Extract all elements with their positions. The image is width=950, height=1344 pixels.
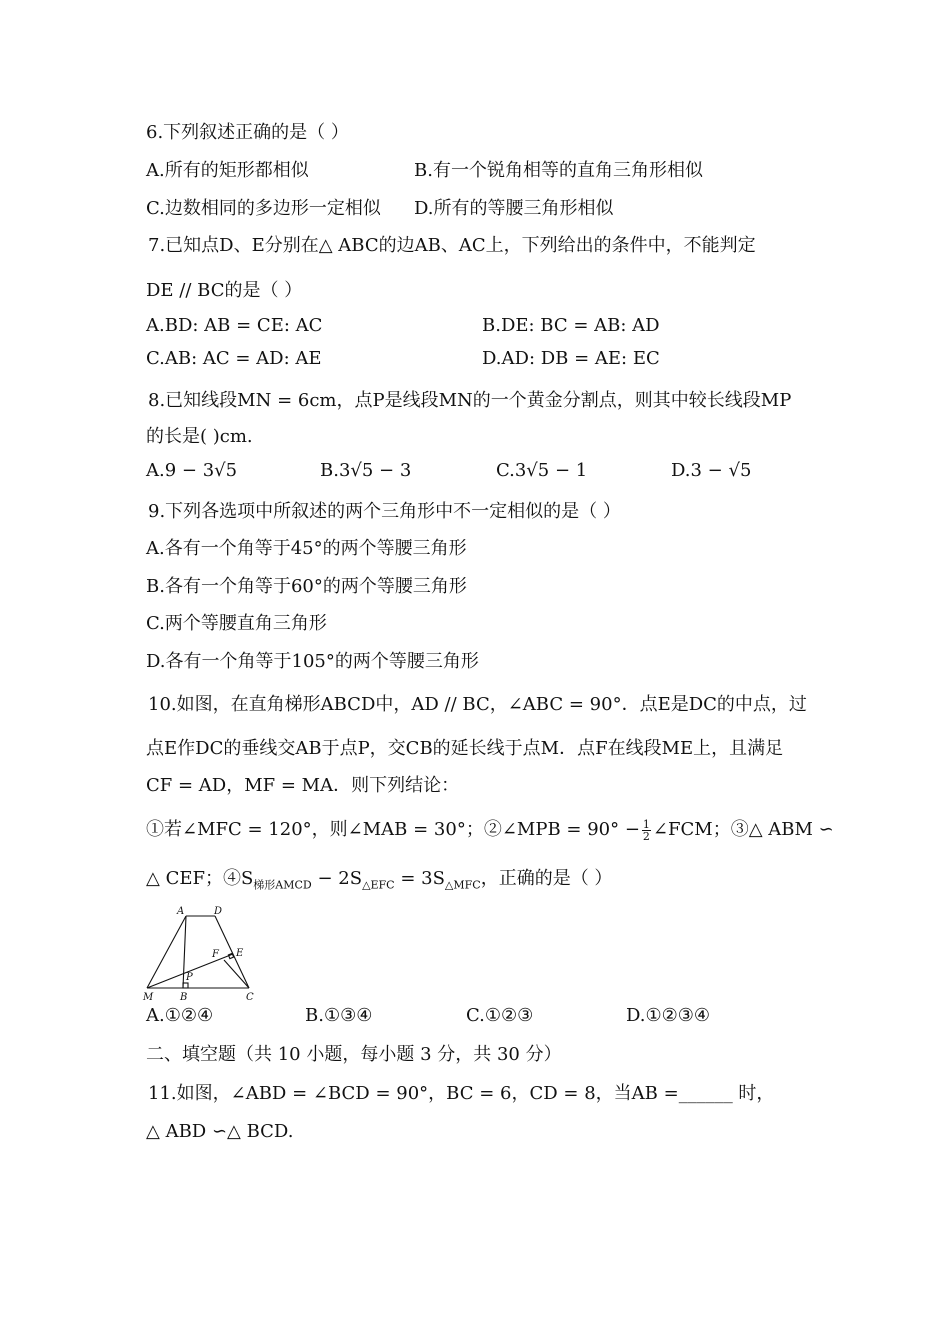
q6-option-b: B.有一个锐角相等的直角三角形相似 xyxy=(414,160,703,181)
label-m: M xyxy=(143,992,154,1003)
trapezoid-figure xyxy=(140,902,265,1004)
q9-stem: 9.下列各选项中所叙述的两个三角形中不一定相似的是（ ） xyxy=(148,501,621,522)
q10-option-a: A.①②④ xyxy=(146,1005,214,1026)
label-c: C xyxy=(246,992,254,1003)
q10-term-3s: = 3S xyxy=(394,868,445,889)
q10-stem-line5 xyxy=(146,867,612,898)
label-p: P xyxy=(186,972,193,983)
q11-stem-line2: △ ABD ∽△ BCD. xyxy=(146,1121,294,1142)
label-b: B xyxy=(180,992,188,1003)
q10-conclusion-2-3: ∠FCM；③△ ABM ∽ xyxy=(652,819,834,840)
segment-dc xyxy=(215,916,249,988)
q8-option-a: A.9 − 3√5 xyxy=(146,460,238,481)
q6-option-c: C.边数相同的多边形一定相似 xyxy=(146,198,381,219)
label-a: A xyxy=(177,906,185,917)
q10-term-2s: − 2S xyxy=(311,868,363,889)
q6-stem: 6.下列叙述正确的是（ ） xyxy=(146,122,349,143)
q10-conclusion-3-end: △ CEF；④S xyxy=(146,868,254,889)
q7-option-d: D.AD: DB = AE: EC xyxy=(482,348,660,369)
q10-option-d: D.①②③④ xyxy=(626,1005,711,1026)
q7-stem-line2: DE // BC的是（ ） xyxy=(146,280,303,301)
fraction-numerator: 1 xyxy=(642,817,650,831)
label-e: E xyxy=(236,948,244,959)
area-subscript-trapezoid: 梯形AMCD xyxy=(253,878,312,892)
section-2-heading: 二、填空题（共 10 小题，每小题 3 分，共 30 分） xyxy=(146,1044,562,1065)
fraction-denominator: 2 xyxy=(642,829,650,843)
q10-stem-line2: 点E作DC的垂线交AB于点P，交CB的延长线于点M．点F在线段ME上，且满足 xyxy=(146,738,784,759)
q10-question-end: ，正确的是（ ） xyxy=(480,868,613,889)
area-subscript-mfc: △MFC xyxy=(444,878,481,892)
q7-stem-line1: 7.已知点D、E分别在△ ABC的边AB、AC上，下列给出的条件中，不能判定 xyxy=(148,235,756,256)
q10-stem-line1: 10.如图，在直角梯形ABCD中，AD // BC，∠ABC = 90°．点E是DC的中点，过 xyxy=(148,694,807,715)
q9-option-a: A.各有一个角等于45°的两个等腰三角形 xyxy=(146,538,467,559)
q9-option-d: D.各有一个角等于105°的两个等腰三角形 xyxy=(146,651,479,672)
q10-stem-line4 xyxy=(146,818,834,842)
segment-ma xyxy=(147,916,186,988)
q8-option-c: C.3√5 − 1 xyxy=(496,460,588,481)
segment-cf xyxy=(224,960,249,988)
area-subscript-efc: △EFC xyxy=(362,878,395,892)
q7-option-a: A.BD: AB = CE: AC xyxy=(146,315,323,336)
q9-option-b: B.各有一个角等于60°的两个等腰三角形 xyxy=(146,576,467,597)
label-d: D xyxy=(214,906,223,917)
right-angle-mark-e xyxy=(228,953,233,958)
right-angle-mark-b xyxy=(183,983,188,988)
q8-option-b: B.3√5 − 3 xyxy=(320,460,412,481)
q8-stem-line1: 8.已知线段MN = 6cm，点P是线段MN的一个黄金分割点，则其中较长线段MP xyxy=(148,390,792,411)
q6-option-a: A.所有的矩形都相似 xyxy=(146,160,309,181)
q8-option-d: D.3 − √5 xyxy=(671,460,752,481)
q7-option-c: C.AB: AC = AD: AE xyxy=(146,348,322,369)
q6-option-d: D.所有的等腰三角形相似 xyxy=(414,198,614,219)
q10-option-b: B.①③④ xyxy=(305,1005,373,1026)
q8-stem-line2: 的长是( )cm. xyxy=(146,426,253,447)
q7-option-b: B.DE: BC = AB: AD xyxy=(482,315,660,336)
q10-option-c: C.①②③ xyxy=(466,1005,534,1026)
label-f: F xyxy=(212,949,219,960)
half-fraction xyxy=(642,819,651,842)
q10-conclusion-1-2: ①若∠MFC = 120°，则∠MAB = 30°；②∠MPB = 90° − xyxy=(146,819,640,840)
q10-stem-line3: CF = AD，MF = MA．则下列结论： xyxy=(146,775,460,796)
q11-stem-line1: 11.如图，∠ABD = ∠BCD = 90°，BC = 6，CD = 8，当AB =______ 时， xyxy=(148,1083,775,1104)
q9-option-c: C.两个等腰直角三角形 xyxy=(146,613,327,634)
